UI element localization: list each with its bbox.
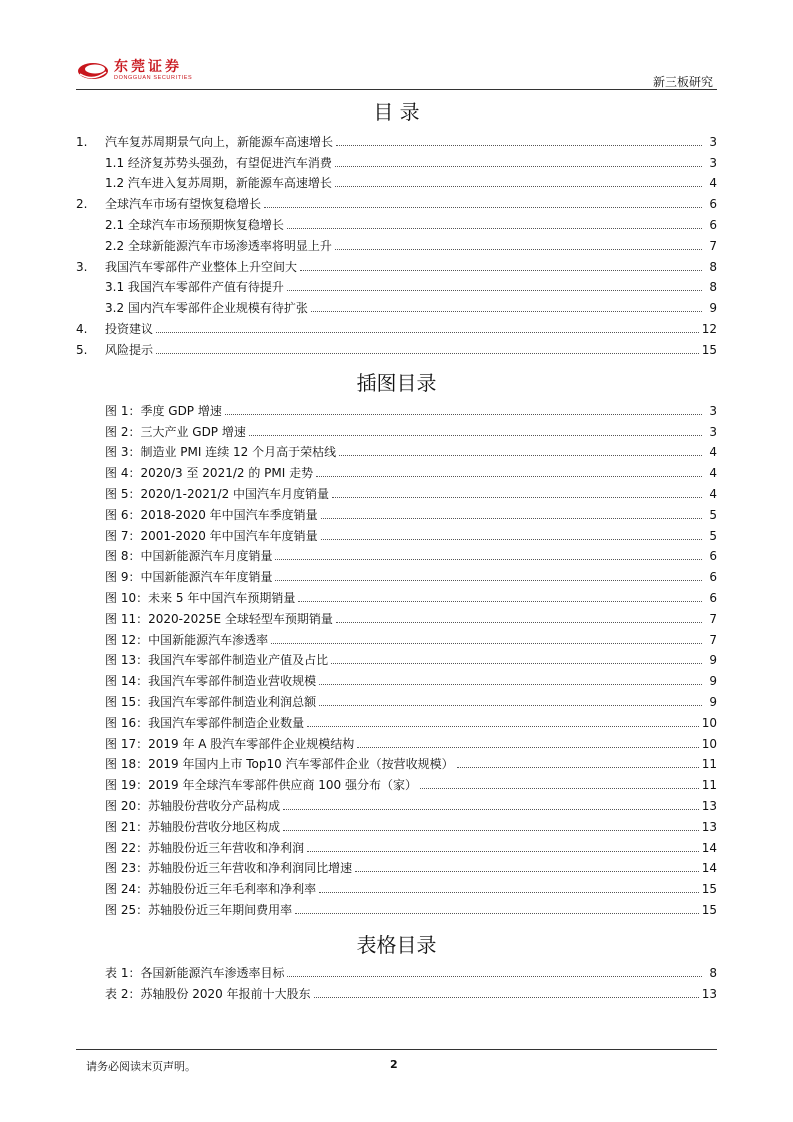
page-header	[76, 55, 717, 91]
toc-entry-page: 6	[709, 197, 717, 212]
toc-entry[interactable]	[76, 294, 717, 315]
figure-entry-label: 图 1：季度 GDP 增速	[105, 403, 222, 418]
figure-entry-page: 9	[709, 694, 717, 709]
figure-entry-label: 图 13：我国汽车零部件制造业产值及占比	[105, 653, 329, 668]
figure-entry[interactable]	[76, 875, 717, 896]
figure-entry-page: 4	[709, 445, 717, 460]
figure-entry-label: 图 15：我国汽车零部件制造业利润总额	[105, 694, 317, 709]
figure-entry-page: 10	[701, 736, 717, 751]
figure-entry-page: 13	[701, 819, 717, 834]
report-section-label: 新三板研究	[652, 75, 713, 89]
figure-entry[interactable]	[76, 855, 717, 876]
figure-entry-page: 4	[709, 466, 717, 481]
toc-entry-label: 1.2 汽车进入复苏周期，新能源车高速增长	[105, 176, 332, 191]
figure-entry-label: 图 22：苏轴股份近三年营收和净利润	[105, 840, 305, 855]
figure-entry[interactable]	[76, 605, 717, 626]
figure-entry[interactable]	[76, 647, 717, 668]
dot-leader	[249, 434, 702, 436]
figure-entry-label: 图 23：苏轴股份近三年营收和净利润同比增速	[105, 861, 353, 876]
figures-list	[76, 397, 717, 917]
dot-leader	[156, 352, 699, 354]
dot-leader	[420, 787, 699, 789]
dot-leader	[319, 683, 702, 685]
figure-entry-label: 图 12：中国新能源汽车渗透率	[105, 632, 269, 647]
figure-entry-page: 5	[709, 507, 717, 522]
toc-entry[interactable]	[76, 128, 717, 149]
figure-entry-page: 3	[709, 403, 717, 418]
dot-leader	[332, 496, 702, 498]
brand-logo	[76, 57, 192, 85]
figure-entry-label: 图 16：我国汽车零部件制造企业数量	[105, 715, 305, 730]
toc-entry-page: 3	[709, 155, 717, 170]
figure-entry-label: 图 4：2020/3 至 2021/2 的 PMI 走势	[105, 466, 314, 481]
table-entry[interactable]	[76, 980, 717, 1001]
toc-entry-number: 4.	[76, 321, 88, 336]
figure-entry-page: 13	[701, 798, 717, 813]
toc-entry-page: 7	[709, 238, 717, 253]
figure-entry-label: 图 25：苏轴股份近三年期间费用率	[105, 902, 293, 917]
tables-list	[76, 959, 717, 1001]
dot-leader	[287, 227, 702, 229]
toc-list	[76, 128, 717, 357]
figure-entry[interactable]	[76, 813, 717, 834]
figure-entry[interactable]	[76, 688, 717, 709]
toc-entry[interactable]	[76, 211, 717, 232]
toc-entry-number: 5.	[76, 342, 88, 357]
figures-title: 插图目录	[356, 371, 437, 395]
figure-entry-page: 15	[701, 902, 717, 917]
toc-entry-label: 汽车复苏周期景气向上，新能源车高速增长	[105, 134, 334, 149]
figure-entry[interactable]	[76, 626, 717, 647]
brand-name-cn: 东莞证券	[114, 59, 182, 75]
toc-entry[interactable]	[76, 232, 717, 253]
toc-entry[interactable]	[76, 170, 717, 191]
table-entry-page: 8	[709, 965, 717, 980]
figure-entry-page: 3	[709, 424, 717, 439]
toc-entry-label: 3.1 我国汽车零部件产值有待提升	[105, 280, 284, 295]
toc-entry-label: 2.2 全球新能源汽车市场渗透率将明显上升	[105, 238, 332, 253]
figure-entry[interactable]	[76, 543, 717, 564]
brand-logo-icon	[76, 60, 110, 82]
dot-leader	[316, 475, 702, 477]
toc-entry[interactable]	[76, 315, 717, 336]
dot-leader	[271, 642, 702, 644]
dot-leader	[283, 829, 699, 831]
figure-entry-page: 15	[701, 882, 717, 897]
figure-entry-label: 图 8：中国新能源汽车月度销量	[105, 549, 273, 564]
toc-entry-page: 3	[709, 134, 717, 149]
dot-leader	[275, 579, 702, 581]
dot-leader	[321, 517, 702, 519]
toc-entry-page: 9	[709, 301, 717, 316]
toc-entry[interactable]	[76, 336, 717, 357]
figure-entry-page: 11	[701, 757, 717, 772]
figure-entry-label: 图 21：苏轴股份营收分地区构成	[105, 819, 281, 834]
figure-entry-label: 图 9：中国新能源汽车年度销量	[105, 570, 273, 585]
toc-entry-label: 我国汽车零部件产业整体上升空间大	[105, 259, 298, 274]
figure-entry-page: 5	[709, 528, 717, 543]
toc-entry-page: 8	[709, 280, 717, 295]
dot-leader	[336, 144, 702, 146]
figure-entry[interactable]	[76, 709, 717, 730]
figure-entry-page: 6	[709, 570, 717, 585]
toc-entry[interactable]	[76, 253, 717, 274]
dot-leader	[298, 600, 702, 602]
figure-entry-page: 4	[709, 486, 717, 501]
dot-leader	[314, 996, 699, 998]
dot-leader	[300, 269, 702, 271]
dot-leader	[307, 850, 699, 852]
figure-entry-label: 图 20：苏轴股份营收分产品构成	[105, 798, 281, 813]
toc-entry-label: 全球汽车市场有望恢复稳增长	[105, 197, 262, 212]
figure-entry-label: 图 2：三大产业 GDP 增速	[105, 424, 246, 439]
figure-entry-label: 图 11：2020-2025E 全球轻型车预期销量	[105, 611, 333, 626]
toc-entry-page: 15	[701, 342, 717, 357]
figure-entry[interactable]	[76, 563, 717, 584]
toc-entry-label: 1.1 经济复苏势头强劲，有望促进汽车消费	[105, 155, 332, 170]
figure-entry[interactable]	[76, 751, 717, 772]
figure-entry[interactable]	[76, 834, 717, 855]
dot-leader	[156, 331, 699, 333]
brand-name-en: DONGGUAN SECURITIES	[114, 75, 193, 81]
figure-entry-label: 图 5：2020/1-2021/2 中国汽车月度销量	[105, 486, 330, 501]
figure-entry-page: 6	[709, 549, 717, 564]
dot-leader	[295, 912, 699, 914]
dot-leader	[264, 206, 702, 208]
dot-leader	[457, 766, 699, 768]
figure-entry[interactable]	[76, 896, 717, 917]
toc-entry-number: 1.	[76, 134, 88, 149]
toc-entry-label: 风险提示	[105, 342, 154, 357]
dot-leader	[335, 248, 702, 250]
table-entry-label: 表 1：各国新能源汽车渗透率目标	[105, 965, 285, 980]
figure-entry[interactable]	[76, 730, 717, 751]
dot-leader	[275, 558, 702, 560]
dot-leader	[283, 808, 699, 810]
figure-entry-label: 图 3：制造业 PMI 连续 12 个月高于荣枯线	[105, 445, 337, 460]
figure-entry[interactable]	[76, 522, 717, 543]
tables-title: 表格目录	[356, 933, 437, 957]
dot-leader	[319, 891, 699, 893]
figure-entry-page: 6	[709, 590, 717, 605]
figure-entry-page: 7	[709, 611, 717, 626]
dot-leader	[225, 413, 702, 415]
dot-leader	[287, 289, 702, 291]
figure-entry[interactable]	[76, 397, 717, 418]
dot-leader	[331, 662, 702, 664]
toc-entry-page: 6	[709, 217, 717, 232]
table-entry-label: 表 2：苏轴股份 2020 年报前十大股东	[105, 986, 311, 1001]
toc-entry-page: 12	[701, 321, 717, 336]
dot-leader	[321, 538, 702, 540]
dot-leader	[319, 704, 702, 706]
figure-entry-label: 图 19：2019 年全球汽车零部件供应商 100 强分布（家）	[105, 778, 417, 793]
figure-entry-label: 图 14：我国汽车零部件制造业营收规模	[105, 674, 317, 689]
toc-entry-page: 8	[709, 259, 717, 274]
figure-entry[interactable]	[76, 459, 717, 480]
figure-entry[interactable]	[76, 667, 717, 688]
dot-leader	[357, 746, 698, 748]
toc-entry-number: 3.	[76, 259, 88, 274]
figure-entry-label: 图 10：未来 5 年中国汽车预期销量	[105, 590, 296, 605]
figure-entry[interactable]	[76, 584, 717, 605]
dot-leader	[335, 165, 702, 167]
figure-entry-page: 7	[709, 632, 717, 647]
figure-entry-label: 图 6：2018-2020 年中国汽车季度销量	[105, 507, 318, 522]
dot-leader	[335, 185, 702, 187]
figure-entry-label: 图 24：苏轴股份近三年毛利率和净利率	[105, 882, 317, 897]
figure-entry-page: 14	[701, 840, 717, 855]
dot-leader	[336, 621, 702, 623]
figure-entry[interactable]	[76, 792, 717, 813]
page-number: 2	[390, 1058, 398, 1071]
figure-entry-label: 图 17：2019 年 A 股汽车零部件企业规模结构	[105, 736, 355, 751]
toc-entry[interactable]	[76, 149, 717, 170]
table-entry[interactable]	[76, 959, 717, 980]
figure-entry[interactable]	[76, 418, 717, 439]
toc-entry[interactable]	[76, 190, 717, 211]
figure-entry[interactable]	[76, 439, 717, 460]
toc-entry-page: 4	[709, 176, 717, 191]
figure-entry-page: 9	[709, 653, 717, 668]
toc-entry-label: 3.2 国内汽车零部件企业规模有待扩张	[105, 301, 308, 316]
toc-entry-label: 投资建议	[105, 321, 154, 336]
dot-leader	[355, 870, 699, 872]
footer-divider	[76, 1049, 717, 1050]
figure-entry-page: 9	[709, 674, 717, 689]
figure-entry-label: 图 18：2019 年国内上市 Top10 汽车零部件企业（按营收规模）	[105, 757, 454, 772]
dot-leader	[307, 725, 699, 727]
footer-disclaimer: 请务必阅读末页声明。	[86, 1060, 196, 1073]
figure-entry-label: 图 7：2001-2020 年中国汽车年度销量	[105, 528, 318, 543]
figure-entry[interactable]	[76, 501, 717, 522]
figure-entry[interactable]	[76, 771, 717, 792]
dot-leader	[287, 975, 702, 977]
header-divider	[76, 89, 717, 90]
table-entry-page: 13	[701, 986, 717, 1001]
toc-entry-label: 2.1 全球汽车市场预期恢复稳增长	[105, 217, 284, 232]
figure-entry-page: 10	[701, 715, 717, 730]
dot-leader	[339, 454, 702, 456]
figure-entry-page: 11	[701, 778, 717, 793]
figure-entry-page: 14	[701, 861, 717, 876]
toc-entry-number: 2.	[76, 197, 88, 212]
toc-title: 目 录	[373, 100, 420, 124]
dot-leader	[311, 310, 702, 312]
toc-entry[interactable]	[76, 274, 717, 295]
figure-entry[interactable]	[76, 480, 717, 501]
